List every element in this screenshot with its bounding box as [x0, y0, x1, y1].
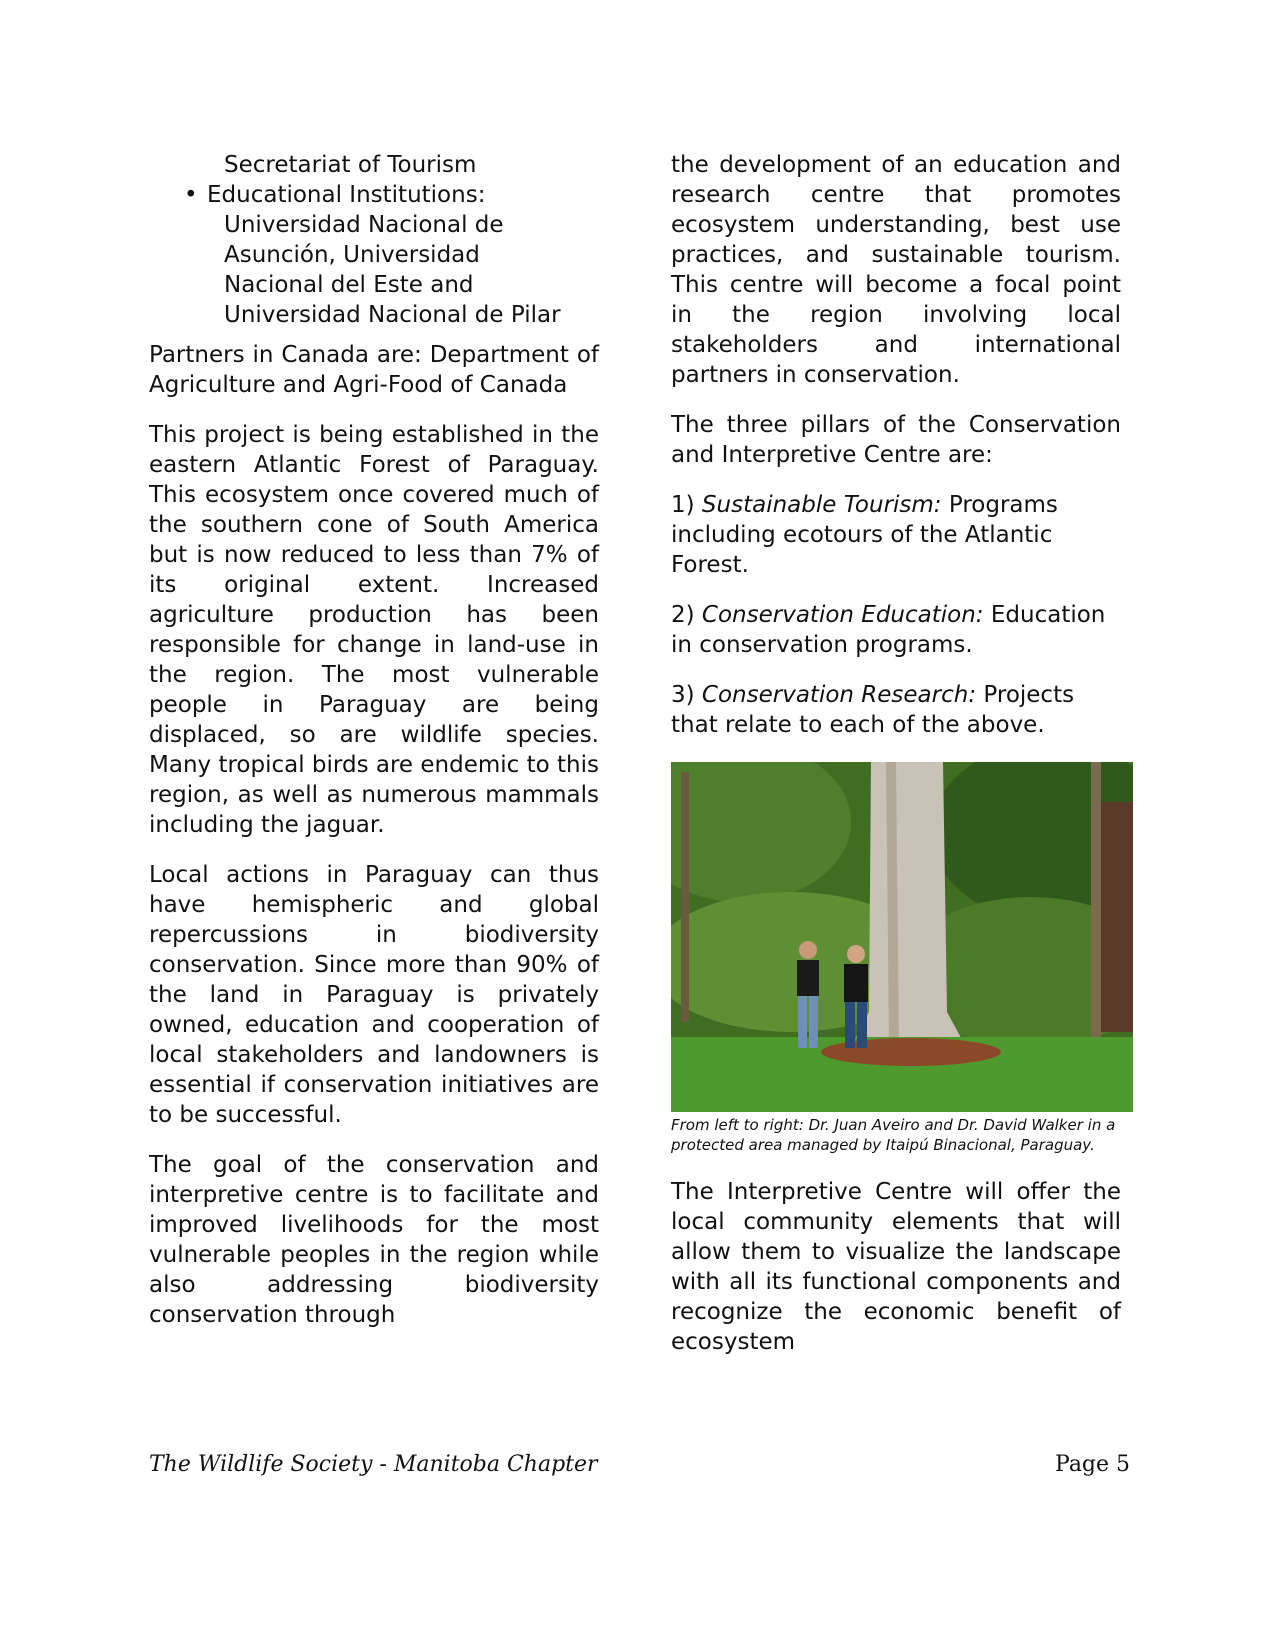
pillar-text: Programs including ecotours of the Atlantic Forest. — [671, 492, 1058, 578]
pillar-item — [671, 600, 1121, 660]
bullet-label: Educational Institutions: — [207, 182, 486, 208]
photo-thin-trunk — [1091, 762, 1101, 1052]
bullet-subline: Universidad Nacional de — [224, 212, 504, 238]
pillar-number: 2) — [671, 602, 702, 628]
pillar-title: Conservation Research: — [701, 682, 977, 708]
pillar-text: Education in conservation programs. — [671, 602, 1106, 658]
bullet-subline: Asunción, Universidad — [224, 242, 480, 268]
continued-list-line: Secretariat of Tourism — [224, 152, 477, 178]
paragraph-pillars: The three pillars of the Conservation and Interpretive Centre are: — [671, 412, 1121, 468]
paragraph-project: This project is being established in the eastern Atlantic Forest of Paraguay. This ecosystem once covered much of the southern cone of South America but is now reduced to less than 7% of its original extent. Increased agriculture production has been responsible for change in land-use in the region. The most vulnerable people in Paraguay are being displaced, so are wildlife species. Many tropical birds are endemic to this region, as well as numerous mammals including the jaguar. — [149, 422, 599, 838]
paragraph-partners: Partners in Canada are: Department of Agriculture and Agri-Food of Canada — [149, 342, 599, 398]
paragraph-goal: The goal of the conservation and interpretive centre is to facilitate and improved livelihoods for the most vulnerable peoples in the region while also addressing biodiversity conservation through — [149, 1152, 599, 1328]
photo-caption: From left to right: Dr. Juan Aveiro and Dr. David Walker in a protected area managed by Itaipú Binacional, Paraguay. — [671, 1116, 1116, 1154]
bullet-sublines — [149, 210, 599, 330]
paragraph-interpretive-centre: The Interpretive Centre will offer the local community elements that will allow them to visualize the landscape with all its functional components and recognize the economic benefit of ecosystem — [671, 1179, 1121, 1355]
pillar-title: Sustainable Tourism: — [701, 492, 942, 518]
pillar-text: Projects that relate to each of the above. — [671, 682, 1075, 738]
right-column — [671, 150, 1121, 1377]
photo-hut — [1101, 802, 1133, 1032]
photo-thin-trunk — [681, 772, 689, 1022]
bullet-dot-icon: • — [184, 182, 198, 208]
pillar-title: Conservation Education: — [701, 602, 984, 628]
paragraph-development: the development of an education and research centre that promotes ecosystem understanding, best use practices, and sustainable tourism. This centre will become a focal point in the region involving local stakeholders and international partners in conservation. — [671, 152, 1121, 388]
bullet-subline: Universidad Nacional de Pilar — [224, 302, 561, 328]
pillar-item — [671, 490, 1121, 580]
bullet-subline: Nacional del Este and — [224, 272, 474, 298]
left-column — [149, 150, 599, 1350]
pillar-number: 1) — [671, 492, 702, 518]
footer-page-number: Page 5 — [1055, 1452, 1131, 1477]
bullet-educational-institutions — [149, 180, 599, 210]
pillar-number: 3) — [671, 682, 702, 708]
forest-photo — [671, 762, 1133, 1112]
paragraph-local-actions: Local actions in Paraguay can thus have hemispheric and global repercussions in biodiversity conservation. Since more than 90% of the land in Paraguay is privately owned, education and cooperation of local stakeholders and landowners is essential if conservation initiatives are to be successful. — [149, 862, 599, 1128]
pillar-item — [671, 680, 1121, 740]
footer-publication: The Wildlife Society - Manitoba Chapter — [149, 1452, 598, 1477]
